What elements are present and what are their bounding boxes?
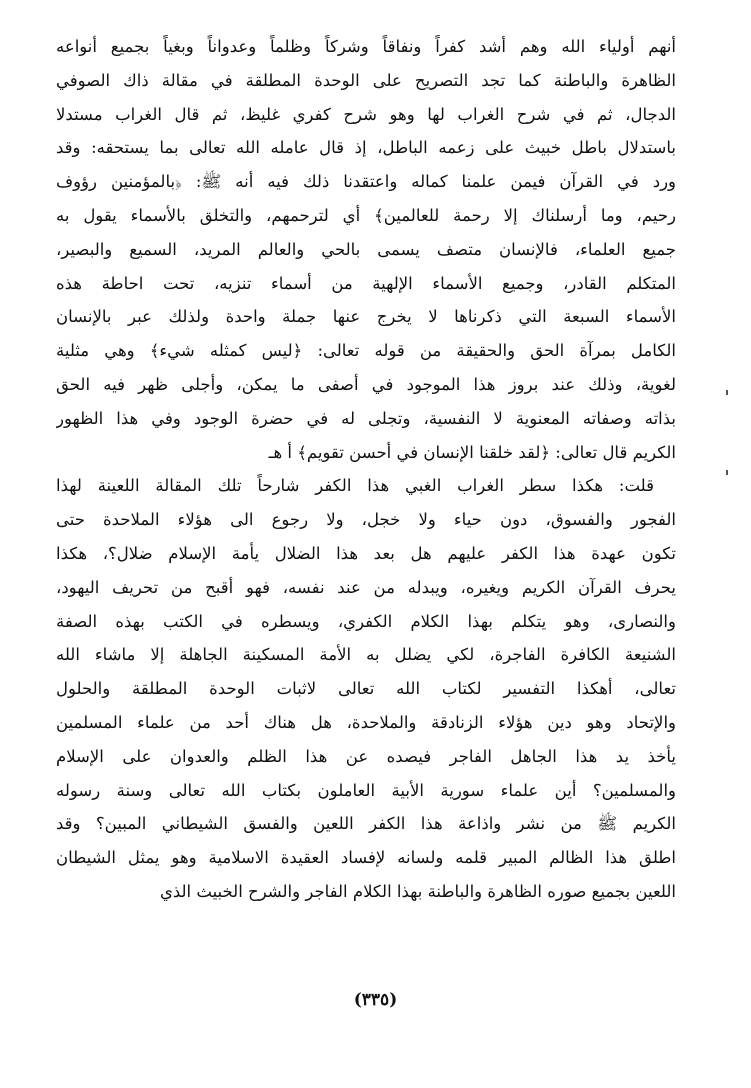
margin-mark (726, 470, 728, 475)
text-line: المتكلم القادر، وجميع الأسماء الإلهية من أسماء تنزيه، تحت احاطة هذه (56, 273, 676, 293)
text-line: يأخذ يد هذا الجاهل الفاجر فيصده عن هذا الظلم والعدوان على الإسلام (56, 746, 676, 766)
text-line: جميع العلماء، فالإنسان متصف يسمى بالحي والعالم المريد، السميع والبصير، (56, 239, 676, 259)
text-line: ورد في القرآن فيمن علمنا كماله واعتقدنا ذلك فيه أنه ﷺ: ﴿بالمؤمنين رؤوف (56, 172, 676, 192)
text-line: باستدلال باطل خبيث على زعمه الباطل، إذ قال عامله الله تعالى بما يستحقه: وقد (56, 138, 676, 158)
margin-mark (726, 390, 728, 395)
text-line: الظاهرة والباطنة كما تجد التصريح على الوحدة المطلقة في مقالة ذاك الصوفي (56, 70, 676, 90)
text-line: قلت: هكذا سطر الغراب الغبي هذا الكفر شارحاً تلك المقالة اللعينة لهذا (56, 476, 654, 496)
text-line: الدجال، ثم في شرح الغراب لها وهو شرح كفري غليظ، ثم قال الغراب مستدلا (56, 104, 676, 124)
text-line: تكون عهدة هذا الكفر عليهم هل بعد هذا الضلال يأمة الإسلام ضلال؟، هكذا (56, 543, 676, 563)
text-line: الأسماء السبعة التي ذكرناها لا يخرج عنها جملة واحدة ولذلك عبر بالإنسان (56, 307, 676, 327)
text-line: الشنيعة الكافرة الفاجرة، لكي يضلل به الأمة المسكينة الجاهلة إلا ماشاء الله (56, 645, 676, 665)
text-line: يحرف القرآن الكريم ويغيره، ويبدله من عند نفسه، فهو أقبح من تحريف اليهود، (56, 577, 676, 597)
text-line: اطلق هذا الظالم المبير قلمه ولسانه لإفساد العقيدة الاسلامية وهو يمثل الشيطان (56, 848, 676, 868)
text-line: تعالى، أهكذا التفسير لكتاب الله تعالى لاثبات الوحدة المطلقة والحلول (56, 679, 676, 699)
text-line: الكريم ﷺ من نشر واذاعة هذا الكفر اللعين والفسق الشيطاني المبين؟ وقد (56, 814, 676, 834)
text-line: الكريم قال تعالى: ﴿لقد خلقنا الإنسان في أحسن تقويم﴾ أ هـ (268, 442, 676, 462)
body-text (56, 30, 676, 909)
book-page (56, 30, 676, 1030)
text-line: بذاته وصفاته المعنوية لا النفسية، وتجلى له في حضرة الوجود وفي هذا الظهور (56, 408, 676, 428)
text-line: لغوية، وذلك عند بروز هذا الموجود في أصفى ما يمكن، وأجلى ظهر فيه الحق (56, 374, 676, 394)
text-line: اللعين بجميع صوره الظاهرة والباطنة بهذا الكلام الفاجر والشرح الخبيث الذي (159, 881, 676, 901)
text-line: والمسلمين؟ أين علماء سورية الأبية العاملون بكتاب الله تعالى وسنة رسوله (56, 780, 676, 800)
text-line: الفجور والفسوق، دون حياء ولا خجل، ولا رجوع الى هؤلاء الملاحدة حتى (56, 510, 676, 530)
text-line: والإتحاد وهو دين هؤلاء الزنادقة والملاحدة، هل هناك أحد من علماء المسلمين (56, 712, 676, 732)
text-line: أنهم أولياء الله وهم أشد كفراً ونفاقاً وشركاً وظلماً وعدواناً وبغياً بجميع أنواعه (56, 37, 676, 56)
text-line: والنصارى، وهو يتكلم بهذا الكلام الكفري، ويسطره في الكتب بهذه الصفة (56, 611, 676, 631)
text-line: رحيم، وما أرسلناك إلا رحمة للعالمين﴾ أي لترحمهم، والتخلق بالأسماء يقول به (56, 205, 676, 225)
page-number: (٣٣٥) (353, 990, 398, 1010)
text-line: الكامل بمرآة الحق والحقيقة من قوله تعالى: ﴿ليس كمثله شيء﴾ وهي مثلية (56, 341, 676, 361)
